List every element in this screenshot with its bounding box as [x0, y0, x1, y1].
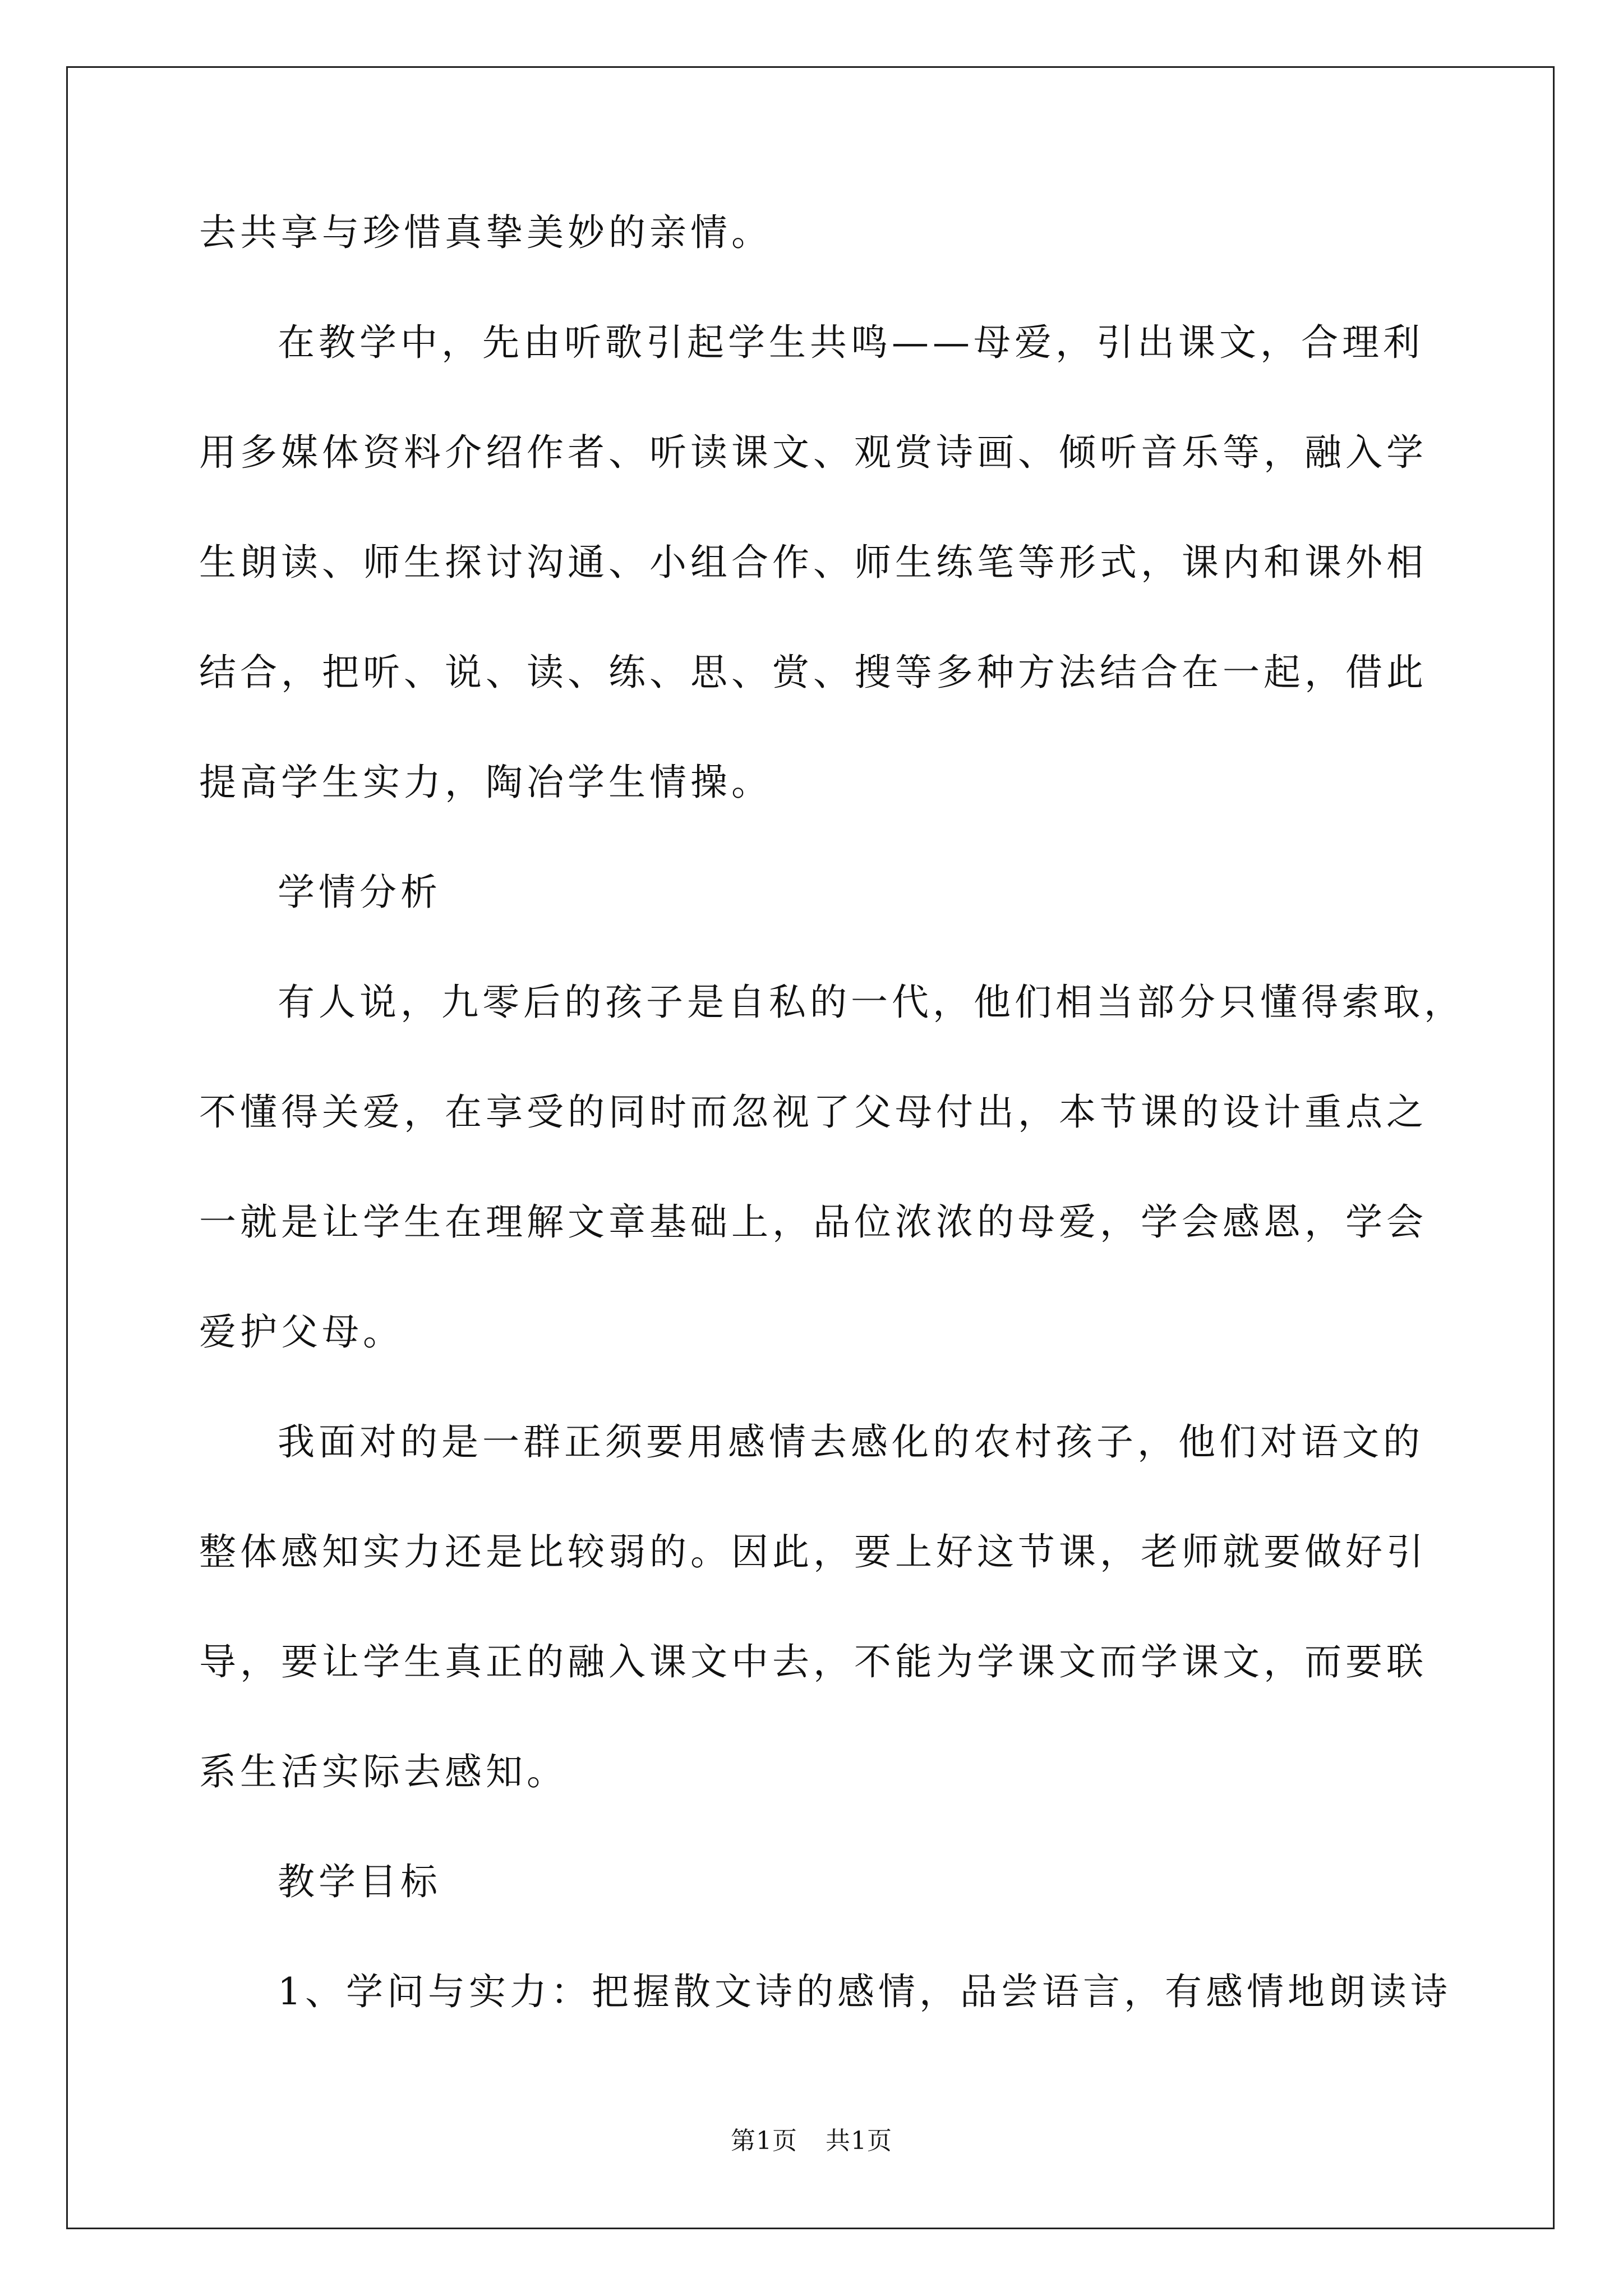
text-line: 爱护父母。: [199, 1310, 404, 1354]
page-number: 第1页: [731, 2127, 797, 2155]
text-line: 整体感知实力还是比较弱的。因此，要上好这节课，老师就要做好引: [199, 1530, 1427, 1573]
text-line: 去共享与珍惜真挚美妙的亲情。: [199, 211, 772, 254]
text-line: 导，要让学生真正的融入课文中去，不能为学课文而学课文，而要联: [199, 1640, 1427, 1683]
text-line: 一就是让学生在理解文章基础上，品位浓浓的母爱，学会感恩，学会: [199, 1200, 1427, 1244]
text-line: 我面对的是一群正须要用感情去感化的农村孩子，他们对语文的: [278, 1420, 1424, 1464]
page-footer: [0, 2124, 1623, 2158]
text-line: 有人说，九零后的孩子是自私的一代，他们相当部分只懂得索取，: [278, 981, 1465, 1024]
text-line: 生朗读、师生探讨沟通、小组合作、师生练笔等形式，课内和课外相: [199, 541, 1427, 584]
text-line: 1、学问与实力：把握散文诗的感情，品尝语言，有感情地朗读诗: [278, 1970, 1451, 2013]
section-heading: 学情分析: [278, 871, 441, 914]
text-line: 提高学生实力，陶冶学生情操。: [199, 761, 772, 804]
text-line: 用多媒体资料介绍作者、听读课文、观赏诗画、倾听音乐等，融入学: [199, 431, 1427, 474]
text-line: 不懂得关爱，在享受的同时而忽视了父母付出，本节课的设计重点之: [199, 1091, 1427, 1134]
section-heading: 教学目标: [278, 1860, 441, 1903]
text-line: 结合，把听、说、读、练、思、赏、搜等多种方法结合在一起，借此: [199, 651, 1427, 694]
text-line: 在教学中，先由听歌引起学生共鸣——母爱，引出课文，合理利: [278, 321, 1424, 364]
text-line: 系生活实际去感知。: [199, 1750, 568, 1793]
page-total: 共1页: [826, 2127, 892, 2155]
